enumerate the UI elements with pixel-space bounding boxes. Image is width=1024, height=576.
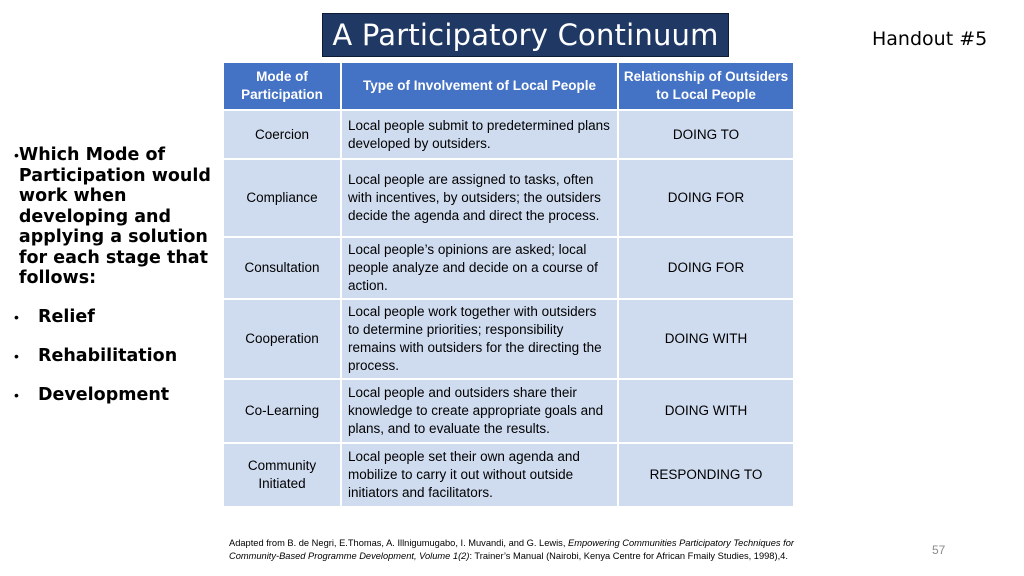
page-number: 57 <box>932 543 946 557</box>
bullet-item <box>14 346 214 367</box>
cell-type: Local people work together with outsiders to determine priorities; responsibility remains with outsiders for the directing the process. <box>341 299 618 379</box>
table-row <box>223 159 794 237</box>
header-type: Type of Involvement of Local People <box>341 62 618 110</box>
bullet-dot-icon: • <box>14 386 19 403</box>
cell-mode: Community Initiated <box>223 443 341 507</box>
citation-suffix: : Trainer’s Manual (Nairobi, Kenya Centre for African Fmaily Studies, 1998),4. <box>469 551 788 561</box>
bullet-question: Which Mode of Participation would work when developing and applying a solution for each stage that follows: <box>18 145 211 288</box>
cell-relationship: DOING FOR <box>618 237 794 299</box>
participatory-continuum-table <box>222 61 795 508</box>
header-relationship: Relationship of Outsiders to Local People <box>618 62 794 110</box>
cell-type: Local people are assigned to tasks, often with incentives, by outsiders; the outsiders decide the agenda and direct the process. <box>341 159 618 237</box>
cell-mode: Compliance <box>223 159 341 237</box>
cell-type: Local people submit to predetermined plans developed by outsiders. <box>341 110 618 159</box>
bullet-dot-icon: • <box>14 308 19 325</box>
citation-title: Empowering Communities Participatory Techniques for Community-Based Programme Development, Volume 1(2) <box>229 538 794 561</box>
cell-mode: Co-Learning <box>223 379 341 443</box>
bullet-item <box>14 307 214 328</box>
cell-relationship: DOING TO <box>618 110 794 159</box>
slide-title: A Participatory Continuum <box>332 18 719 52</box>
bullet-dot-icon: • <box>14 347 19 364</box>
table-row <box>223 379 794 443</box>
bullet-list <box>14 145 214 424</box>
cell-mode: Consultation <box>223 237 341 299</box>
cell-type: Local people set their own agenda and mobilize to carry it out without outside initiators and facilitators. <box>341 443 618 507</box>
table-row <box>223 443 794 507</box>
table-header-row <box>223 62 794 110</box>
cell-type: Local people and outsiders share their knowledge to create appropriate goals and plans, and to evaluate the results. <box>341 379 618 443</box>
cell-mode: Cooperation <box>223 299 341 379</box>
bullet-item <box>14 145 214 289</box>
citation-prefix: Adapted from B. de Negri, E.Thomas, A. Illnigumugabo, I. Muvandi, and G. Lewis, <box>229 538 568 548</box>
cell-relationship: RESPONDING TO <box>618 443 794 507</box>
bullet-development: Development <box>38 384 170 405</box>
bullet-rehabilitation: Rehabilitation <box>38 345 178 366</box>
citation-footer <box>229 537 839 563</box>
bullet-dot-icon: • <box>14 147 19 163</box>
header-mode: Mode of Participation <box>223 62 341 110</box>
cell-type: Local people’s opinions are asked; local people analyze and decide on a course of action. <box>341 237 618 299</box>
handout-label: Handout #5 <box>872 28 988 50</box>
table-row <box>223 299 794 379</box>
table-row <box>223 237 794 299</box>
cell-mode: Coercion <box>223 110 341 159</box>
cell-relationship: DOING WITH <box>618 379 794 443</box>
cell-relationship: DOING FOR <box>618 159 794 237</box>
bullet-item <box>14 385 214 406</box>
slide-title-box <box>322 13 729 57</box>
bullet-relief: Relief <box>38 306 95 327</box>
table-row <box>223 110 794 159</box>
cell-relationship: DOING WITH <box>618 299 794 379</box>
